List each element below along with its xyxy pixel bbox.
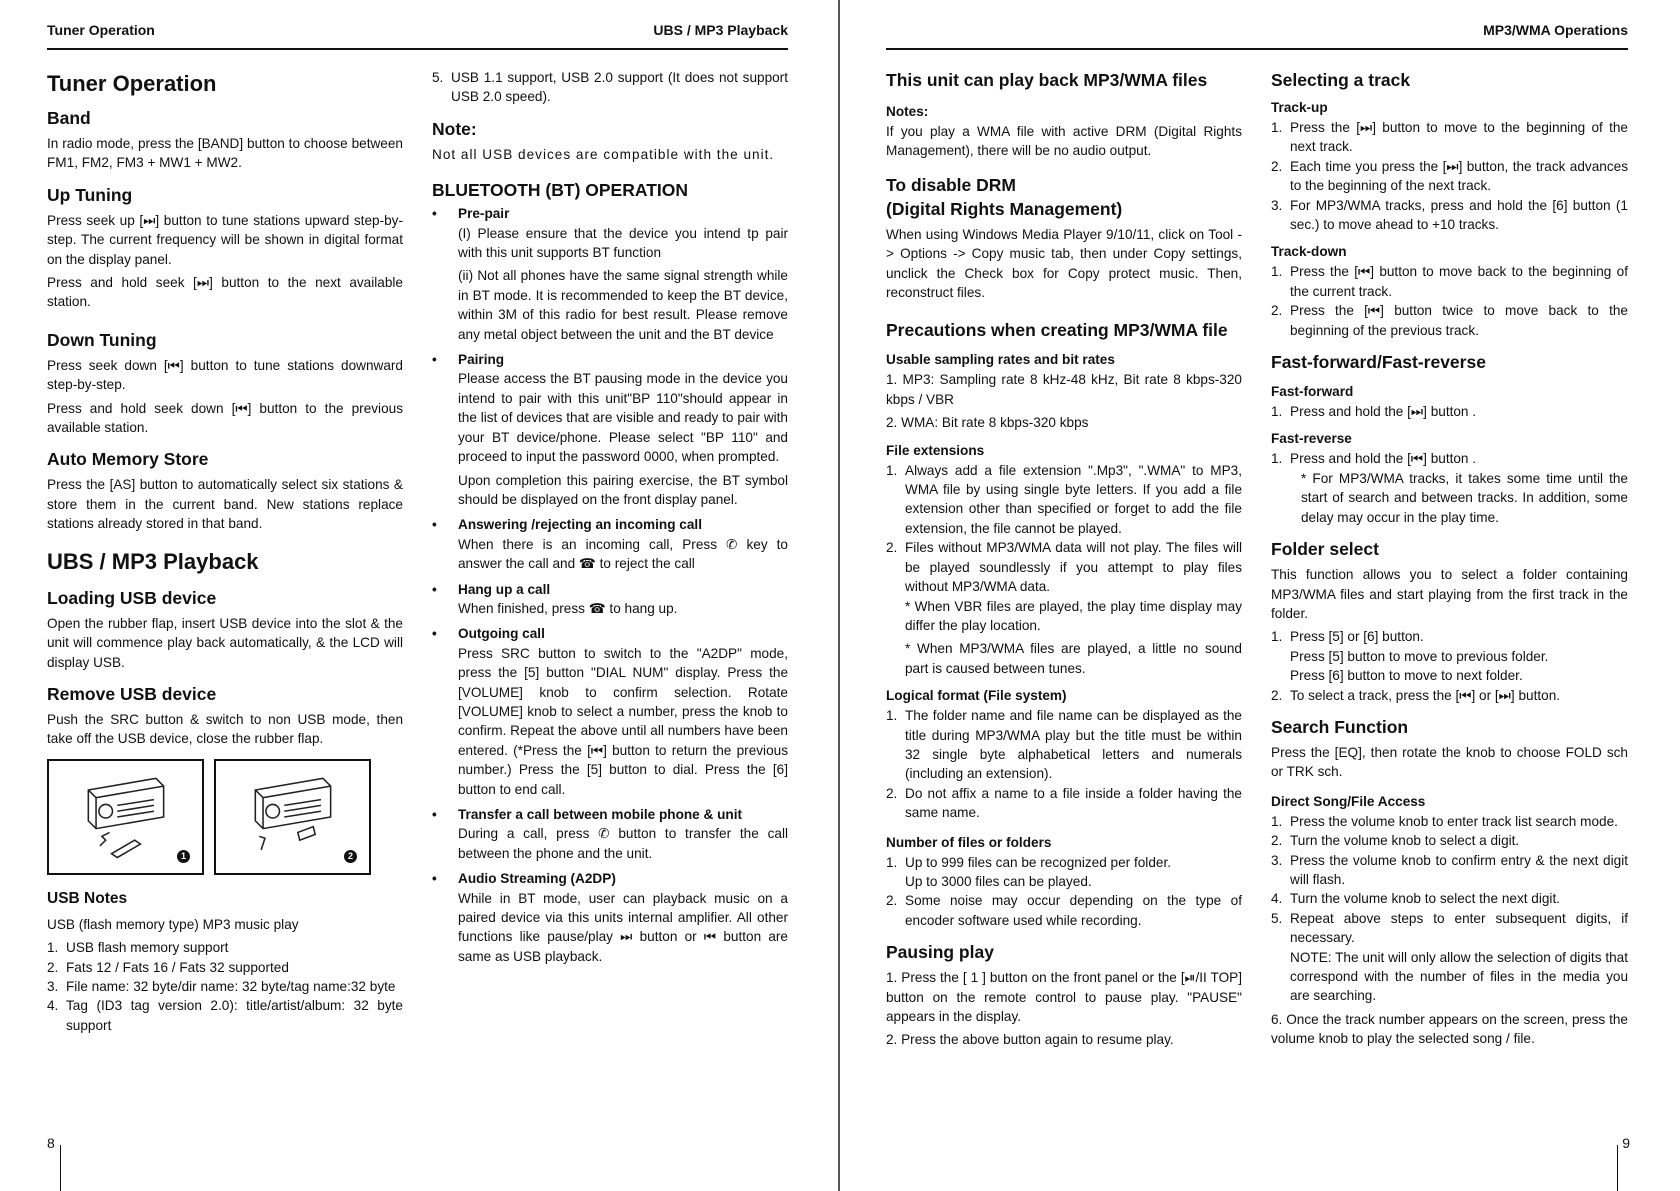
usb-note-5-text: USB 1.1 support, USB 2.0 support (It does not support USB 2.0 speed).: [451, 70, 788, 105]
folder-select-item-2-text: To select a track, press the [⏮] or [⏭] button.: [1290, 687, 1561, 703]
up-tuning-text-2: Press and hold seek [⏭] button to the next available station.: [47, 275, 403, 310]
bt-audio-streaming: • Audio Streaming (A2DP) While in BT mode, user can playback music on a paired device via this units internal amplifier. All other functions like pause/play ⏭ button or ⏮ button are same as USB playback.: [432, 869, 788, 966]
extensions-heading: File extensions: [886, 442, 985, 458]
rates-item-2: 2. WMA: Bit rate 8 kbps-320 kbps: [886, 415, 1089, 431]
bt-audio-streaming-title: Audio Streaming (A2DP): [458, 871, 616, 887]
number-files-list: [886, 853, 1242, 931]
number-files-heading: Number of files or folders: [886, 834, 1052, 850]
down-tuning-text-2: Press and hold seek down [⏮] button to the previous available station.: [47, 400, 403, 436]
extension-item: [886, 461, 1242, 539]
extensions-list: [886, 461, 1242, 597]
note-text: Not all USB devices are compatible with the unit.: [432, 146, 775, 162]
folder-select-list: [1271, 627, 1628, 705]
right-column-1: [886, 68, 1242, 1054]
remove-usb-heading: Remove USB device: [47, 683, 217, 704]
track-up-text: Press the [⏭] button to move to the beginning of the next track.: [1290, 120, 1628, 155]
bt-answering-text: When there is an incoming call, Press ✆ key to answer the call and ☎ to reject the call: [458, 536, 788, 572]
extension-text: Files without MP3/WMA data will not play. The files will be played soundlessly if you attempt to play files without MP3/WMA data.: [905, 540, 1242, 595]
logical-format-number: 2.: [886, 785, 898, 801]
track-up-text: For MP3/WMA tracks, press and hold the [6] button (1 sec.) to move ahead to +10 tracks.: [1290, 197, 1628, 233]
figure-1-badge: 1: [177, 850, 190, 863]
usb-notes-intro: USB (flash memory type) MP3 music play: [47, 916, 299, 932]
fast-reverse-note: * For MP3/WMA tracks, it takes some time until the start of search and between tracks. In addition, some delay may occur in the play time.: [1301, 470, 1628, 525]
direct-access-number: 4.: [1271, 891, 1283, 907]
right-column-2: [1271, 68, 1628, 1053]
direct-access-item: [1271, 851, 1628, 890]
bt-hangup-title: Hang up a call: [458, 581, 551, 597]
direct-access-note: NOTE: The unit will only allow the selection of digits that correspond with the number of files in the media you are searching.: [1290, 949, 1628, 1004]
up-tuning-text-1: Press seek up [⏭] button to tune stations upward step-by-step. The current frequency will be shown in digital format on the display panel.: [47, 212, 403, 267]
fast-forward-item: 1. Press and hold the [⏭] button .: [1271, 404, 1477, 420]
bluetooth-list: [432, 204, 788, 966]
track-down-text: Press the [⏮] button to move back to the beginning of the current track.: [1290, 264, 1628, 299]
fast-reverse-text: Press and hold the [⏮] button .: [1290, 451, 1477, 467]
usb-notes-heading: USB Notes: [47, 889, 128, 907]
folder-select-item-1a-text: Press [5] button to move to previous folder.: [1290, 648, 1549, 664]
pausing-item-1: 1. Press the [ 1 ] button on the front panel or the [⏯/II TOP] button on the remote control to pause play. "PAUSE" appears in the display.: [886, 970, 1242, 1024]
extension-text: Always add a file extension ".Mp3", ".WMA" to MP3, WMA file by using single byte letters. If you add a file extension other than specified or forget to add the file extension, the file cannot be played.: [905, 462, 1242, 536]
band-heading: Band: [47, 108, 91, 128]
fast-reverse-list: [1271, 449, 1628, 468]
rates-item-1: 1. MP3: Sampling rate 8 kHz-48 kHz, Bit rate 8 kbps-320 kbps / VBR: [886, 372, 1242, 407]
figure-2-badge: 2: [344, 850, 357, 863]
track-down-item: [1271, 262, 1628, 301]
usb-note-number: 3.: [47, 978, 59, 994]
direct-access-item: [1271, 909, 1628, 948]
usb-note-5: [432, 68, 788, 107]
usb-note-text: USB flash memory support: [66, 940, 229, 956]
bt-answering: • Answering /rejecting an incoming call When there is an incoming call, Press ✆ key to answer the call and ☎ to reject the call: [432, 515, 788, 573]
usb-insert-figure-2: [214, 759, 371, 875]
fast-forward-heading: Fast-forward: [1271, 384, 1354, 400]
fast-heading: Fast-forward/Fast-reverse: [1271, 352, 1486, 373]
precautions-heading: Precautions when creating MP3/WMA file: [886, 320, 1228, 341]
usb-playback-title: UBS / MP3 Playback: [47, 548, 259, 574]
direct-access-text: Press the volume knob to confirm entry & the next digit will flash.: [1290, 852, 1628, 887]
note-heading: Note:: [432, 118, 477, 139]
bt-transfer-text: During a call, press ✆ button to transfer the call between the phone and the unit.: [458, 826, 788, 861]
track-up-text: Each time you press the [⏭] button, the track advances to the beginning of the next track.: [1290, 158, 1628, 194]
usb-notes-list: [47, 938, 403, 1035]
folder-select-item-1b: [1271, 666, 1628, 685]
logical-format-number: 1.: [886, 708, 898, 724]
bluetooth-heading: BLUETOOTH (BT) OPERATION: [432, 180, 689, 201]
number-files-item: [886, 872, 1242, 891]
direct-access-number: 2.: [1271, 833, 1283, 849]
track-up-number: 3.: [1271, 197, 1283, 213]
notes-heading: Notes:: [886, 104, 929, 119]
right-page: [840, 0, 1680, 1191]
track-up-item: [1271, 118, 1628, 157]
logical-format-text: The folder name and file name can be displayed as the title during MP3/WMA play but the title must be within 32 single byte alphabetical letters and numerals (including an extension).: [905, 708, 1242, 782]
direct-access-heading: Direct Song/File Access: [1271, 793, 1426, 809]
usb-note-5-list: [432, 68, 788, 107]
extensions-note-1: * When VBR files are played, the play time display may differ the play location.: [905, 598, 1242, 633]
up-tuning-heading: Up Tuning: [47, 184, 133, 205]
folder-select-item-1-text: Press [5] or [6] button.: [1290, 629, 1424, 645]
usb-note-5-number: 5.: [432, 70, 444, 85]
number-files-number: 1.: [886, 854, 898, 870]
direct-access-text: Turn the volume knob to select a digit.: [1290, 833, 1520, 849]
usb-note-item: [47, 996, 403, 1035]
direct-access-text: Repeat above steps to enter subsequent digits, if necessary.: [1290, 910, 1628, 946]
folder-select-item-1b-text: Press [6] button to move to next folder.: [1290, 668, 1523, 684]
band-text: In radio mode, press the [BAND] button to choose between FM1, FM2, FM3 + MW1 + MW2.: [47, 136, 403, 171]
track-up-item: [1271, 157, 1628, 196]
folder-select-heading: Folder select: [1271, 539, 1379, 560]
drm-heading-2: (Digital Rights Management): [886, 198, 1123, 219]
number-files-item: [886, 891, 1242, 930]
usb-note-text: Fats 12 / Fats 16 / Fats 32 supported: [66, 959, 289, 975]
bt-pairing-title: Pairing: [458, 352, 505, 368]
search-text: Press the [EQ], then rotate the knob to choose FOLD sch or TRK sch.: [1271, 744, 1628, 780]
folder-select-text: This function allows you to select a folder containing MP3/WMA files and start playing from the first track in the folder.: [1271, 567, 1628, 621]
track-up-heading: Track-up: [1271, 100, 1328, 115]
logical-format-item: [886, 784, 1242, 823]
left-column-1: [47, 68, 403, 1035]
bt-hangup: • Hang up a call When finished, press ☎ to hang up.: [432, 580, 788, 619]
rates-heading: Usable sampling rates and bit rates: [886, 352, 1115, 368]
left-column-2: [432, 68, 788, 972]
pausing-heading: Pausing play: [886, 942, 994, 963]
bt-answering-title: Answering /rejecting an incoming call: [458, 517, 702, 533]
bt-outgoing: • Outgoing call Press SRC button to switch to the "A2DP" mode, press the [5] button "DIAL NUM" display. Press the [VOLUME] knob to confirm selection. Rotate [VOLUME] knob to select a number, press the knob to confirm. Repeat the above until all numbers have been entered. (*Press the [⏮] button to return the previous number.) Press the [5] button to dial. Press the [6] button to end call.: [432, 624, 788, 799]
folder-select-item-2: 2. To select a track, press the [⏮] or [⏭] button.: [1271, 687, 1561, 703]
notes-text: If you play a WMA file with active DRM (Digital Rights Management), there will be no audio output.: [886, 124, 1242, 159]
left-page: [0, 0, 838, 1191]
bt-prepair-text-2: (ii) Not all phones have the same signal strength while in BT mode. It is recommended to keep the BT device, within 3M of this radio for best result. Please remove any metal object between the unit and the BT device: [458, 268, 788, 342]
loading-usb-heading: Loading USB device: [47, 587, 217, 608]
logical-format-item: [886, 706, 1242, 784]
loading-usb-text: Open the rubber flap, insert USB device into the slot & the unit will commence play back automatically, & the LCD will display USB.: [47, 615, 403, 670]
fast-forward-list: [1271, 402, 1628, 421]
left-page-number: 8: [47, 1135, 55, 1151]
track-down-number: 1.: [1271, 264, 1283, 280]
number-files-text: Some noise may occur depending on the type of encoder software used while recording.: [905, 893, 1242, 928]
usb-note-number: 1.: [47, 940, 59, 956]
remove-usb-text: Push the SRC button & switch to non USB mode, then take off the USB device, close the rubber flap.: [47, 711, 403, 747]
folder-select-item-1: 1. Press [5] or [6] button.: [1271, 629, 1424, 645]
track-up-list: [1271, 118, 1628, 234]
auto-memory-heading: Auto Memory Store: [47, 449, 209, 470]
direct-access-text: Press the volume knob to enter track list search mode.: [1290, 813, 1618, 829]
track-up-item: [1271, 196, 1628, 235]
extension-item: [886, 538, 1242, 596]
tuner-title: Tuner Operation: [47, 71, 217, 96]
bt-outgoing-text: Press SRC button to switch to the "A2DP" mode, press the [5] button "DIAL NUM" display. Press the [VOLUME] knob to confirm selection. Rotate [VOLUME] knob to select a number, press the knob to confirm. Repeat the above until all numbers have been entered. (*Press the [⏮] button to return the previous number.) Press the [5] button to dial. Press the [6] button to end call.: [458, 645, 788, 797]
bt-hangup-text: When finished, press ☎ to hang up.: [458, 600, 678, 616]
usb-note-item: [47, 958, 403, 977]
logical-format-list: [886, 706, 1242, 822]
left-header-rule: [47, 48, 788, 50]
bt-transfer: • Transfer a call between mobile phone & unit During a call, press ✆ button to transfer the call between the phone and the unit.: [432, 805, 788, 863]
right-page-number: 9: [1622, 1135, 1630, 1151]
usb-note-item: [47, 938, 403, 957]
fast-reverse-heading: Fast-reverse: [1271, 431, 1352, 447]
right-header-rule: [886, 48, 1628, 50]
selecting-track-heading: Selecting a track: [1271, 70, 1411, 90]
folder-select-item-1a: [1271, 647, 1628, 666]
down-tuning-text-1: Press seek down [⏮] button to tune stations downward step-by-step.: [47, 357, 403, 393]
bt-pairing-text-1: Please access the BT pausing mode in the device you intend to pair with this unit"BP 110"should appear in the list of devices that are visible and ready to pair with your BT device/phone. Please select "BP 110" and proceed to input the password 0000, when prompted.: [458, 371, 788, 465]
direct-access-item: [1271, 831, 1628, 850]
direct-access-number: 1.: [1271, 813, 1283, 829]
track-down-list: [1271, 262, 1628, 340]
search-heading: Search Function: [1271, 716, 1409, 737]
direct-access-item: [1271, 812, 1628, 831]
left-footer-rule: [60, 1145, 61, 1191]
track-down-text: Press the [⏮] button twice to move back to the beginning of the previous track.: [1290, 303, 1628, 338]
right-footer-rule: [1617, 1145, 1618, 1191]
usb-figures: [47, 759, 403, 875]
number-files-number: 2.: [886, 893, 898, 909]
direct-access-number: 3.: [1271, 852, 1283, 868]
usb-note-text: File name: 32 byte/dir name: 32 byte/tag name:32 byte: [66, 978, 396, 994]
bt-outgoing-title: Outgoing call: [458, 626, 545, 642]
direct-access-item-6: 6. Once the track number appears on the screen, press the volume knob to play the selected song / file.: [1271, 1011, 1628, 1047]
track-up-number: 2.: [1271, 158, 1283, 174]
logical-format-heading: Logical format (File system): [886, 688, 1067, 704]
usb-insert-figure-1: [47, 759, 204, 875]
right-header-section: MP3/WMA Operations: [1483, 22, 1628, 38]
usb-note-item: [47, 977, 403, 996]
extension-number: 1.: [886, 462, 898, 478]
extensions-note-2: * When MP3/WMA files are played, a little no sound part is caused between tunes.: [905, 641, 1242, 676]
track-down-item: [1271, 301, 1628, 340]
left-header-section: UBS / MP3 Playback: [653, 22, 788, 38]
fast-forward-text: Press and hold the [⏭] button .: [1290, 404, 1477, 420]
direct-access-list: [1271, 812, 1628, 948]
direct-access-item: [1271, 889, 1628, 908]
usb-note-number: 2.: [47, 959, 59, 975]
down-tuning-heading: Down Tuning: [47, 329, 157, 350]
number-files-text: Up to 999 files can be recognized per folder.: [905, 854, 1172, 870]
bt-prepair-title: Pre-pair: [458, 206, 510, 222]
logical-format-text: Do not affix a name to a file inside a folder having the same name.: [905, 785, 1242, 821]
track-down-heading: Track-down: [1271, 244, 1347, 260]
usb-note-number: 4.: [47, 998, 59, 1014]
fast-reverse-item: 1. Press and hold the [⏮] button .: [1271, 451, 1477, 467]
track-up-number: 1.: [1271, 120, 1283, 135]
extension-number: 2.: [886, 540, 898, 556]
number-files-text: Up to 3000 files can be played.: [905, 873, 1092, 889]
bt-prepair: • Pre-pair (I) Please ensure that the device you intend tp pair with this unit supports BT function (ii) Not all phones have the same signal strength while in BT mode. It is recommended to keep the BT device, within 3M of this radio for best result. Please remove any metal object between the unit and the BT device: [432, 204, 788, 344]
play-mp3-heading: This unit can play back MP3/WMA files: [886, 70, 1208, 90]
bt-audio-streaming-text: While in BT mode, user can playback music on a paired device via this units internal amplifier. All other functions like pause/play ⏭ button or ⏮ button are same as USB playback.: [458, 890, 788, 964]
drm-heading-1: To disable DRM: [886, 174, 1016, 195]
number-files-item: [886, 853, 1242, 872]
direct-access-text: Turn the volume knob to select the next digit.: [1290, 891, 1561, 907]
usb-note-text: Tag (ID3 tag version 2.0): title/artist/album: 32 byte support: [66, 998, 403, 1033]
pausing-item-2: 2. Press the above button again to resume play.: [886, 1032, 1174, 1048]
bt-transfer-title: Transfer a call between mobile phone & unit: [458, 807, 743, 822]
auto-memory-text: Press the [AS] button to automatically select six stations & store them in the current band. New stations replace stations already stored in that band.: [47, 477, 403, 532]
bt-pairing-text-2: Upon completion this pairing exercise, the BT symbol should be displayed on the front display panel.: [458, 472, 788, 507]
bt-pairing: • Pairing Please access the BT pausing mode in the device you intend to pair with this unit"BP 110"should appear in the list of devices that are visible and ready to pair with your BT device/phone. Please select "BP 110" and proceed to input the password 0000, when prompted. Upon completion this pairing exercise, the BT symbol should be displayed on the front display panel.: [432, 350, 788, 509]
left-header-title: Tuner Operation: [47, 22, 155, 38]
direct-access-number: 5.: [1271, 910, 1283, 926]
bt-prepair-text-1: (I) Please ensure that the device you intend tp pair with this unit supports BT function: [458, 225, 788, 261]
drm-text: When using Windows Media Player 9/10/11, click on Tool -> Options -> Copy music tab, then under Copy settings, unclick the Check box for Copy protect music. Then, reconstruct files.: [886, 226, 1242, 301]
track-down-number: 2.: [1271, 303, 1283, 319]
